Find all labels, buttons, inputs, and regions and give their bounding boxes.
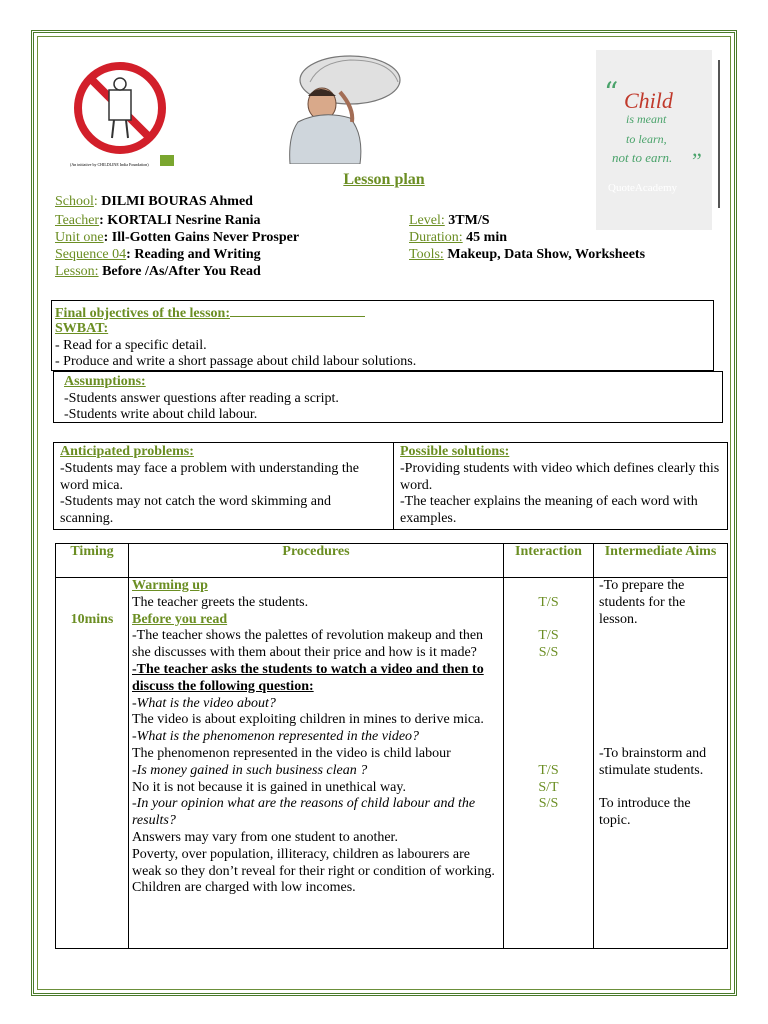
solutions-cell [394,443,728,530]
aim-1: -To prepare the students for the lesson. [599,578,686,627]
interaction-2: T/S [538,628,559,643]
problems-cell [54,443,394,530]
lesson-label: Lesson: [55,264,99,279]
solutions-heading: Possible solutions: [400,444,510,459]
header-timing: Timing [56,544,129,578]
quote-line-1: Child [624,88,673,113]
interaction-6: S/S [538,796,559,811]
interaction-1: T/S [538,595,559,610]
quote-line-3: to learn, [626,132,667,146]
header-interaction: Interaction [504,544,594,578]
procedures-cell [129,578,504,949]
teacher-value: KORTALI Nesrine Rania [107,213,261,228]
duration-value: 45 min [466,230,507,245]
header-procedures: Procedures [129,544,504,578]
teacher-label: Teacher [55,213,100,228]
logo-caption: (An initiative by CHILDLINE India Foundation) [70,162,149,167]
quote-card [596,50,712,230]
school-label: School [55,194,94,209]
solution-item-2: -The teacher explains the meaning of each word with examples. [400,494,698,527]
interaction-cell [504,578,594,949]
answer-4: Answers may vary from one student to another. [132,829,398,845]
timing-value: 10mins [70,612,114,627]
quote-close-mark-icon: ” [692,148,702,173]
interaction-4: T/S [538,763,559,778]
procedure-greets: The teacher greets the students. [132,594,309,610]
duration-row [409,229,507,246]
swbat-label: SWBAT: [55,321,109,336]
problems-heading: Anticipated problems: [60,444,194,459]
sequence-label: Sequence 04 [55,247,127,262]
problem-item-1: -Students may face a problem with understanding the word mica. [60,460,359,493]
objective-item-2: - Produce and write a short passage about child labour solutions. [55,354,417,369]
question-1: -What is the video about? [132,695,276,711]
unit-label: Unit one [55,230,104,245]
quote-line-4: not to earn. [612,150,673,165]
aims-cell [594,578,728,949]
problem-item-2: -Students may not catch the word skimming and scanning. [60,494,332,527]
sequence-value: Reading and Writing [134,247,261,262]
interaction-5: S/T [538,780,559,795]
say-no-to-child-labour-logo [62,50,182,175]
aim-3: To introduce the topic. [599,796,691,828]
answer-2: The phenomenon represented in the video is child labour [132,745,451,761]
question-4: -In your opinion what are the reasons of child labour and the results? [132,796,476,829]
duration-label: Duration: [409,230,463,245]
answer-1: The video is about exploiting children in mines to derive mica. [132,712,484,728]
question-3: -Is money gained in such business clean ? [132,762,368,778]
solution-item-1: -Providing students with video which defines clearly this word. [400,460,720,493]
tools-value: Makeup, Data Show, Worksheets [447,247,646,262]
page-title: Lesson plan [343,171,425,188]
procedure-ask-video: -The teacher asks the students to watch a video and then to discuss the following question: [132,661,484,694]
procedure-table [55,543,728,949]
child-carrying-sack-illustration [280,52,410,164]
sequence-row: Sequence 04: Reading and Writing [55,247,261,262]
unit-row: Unit one: Ill-Gotten Gains Never Prosper [55,230,300,245]
problems-solutions-table [53,442,728,530]
assumptions-box [53,371,723,423]
objectives-heading-text: Final objectives of the lesson: [55,306,230,321]
answer-4c: Children are charged with low incomes. [132,880,356,896]
assumptions-heading: Assumptions: [64,374,146,389]
timing-cell [56,578,129,949]
lesson-value: Before /As/After You Read [102,264,261,279]
warming-up-heading: Warming up [132,578,208,593]
teacher-row: Teacher: KORTALI Nesrine Rania [55,213,261,228]
level-value: 3TM/S [448,213,490,228]
school-row: School: DILMI BOURAS Ahmed [55,194,253,209]
tools-row [409,246,645,263]
procedure-palettes: -The teacher shows the palettes of revolution makeup and then she discusses with them about their price and how is it made? [132,628,484,661]
unit-value: Ill-Gotten Gains Never Prosper [111,230,300,245]
aim-2: -To brainstorm and stimulate students. [599,746,707,778]
assumption-item-2: -Students write about child labour. [64,407,258,422]
objectives-box [51,300,714,371]
school-value: DILMI BOURAS Ahmed [101,194,253,209]
quote-line-2: is meant [626,112,667,126]
answer-4b: Poverty, over population, illiteracy, children as labourers are weak so they don’t reveal for their right or condition of working. [132,846,495,879]
tools-label: Tools: [409,247,444,262]
question-2: -What is the phenomenon represented in the video? [132,729,420,745]
quote-source: QuoteAcademy [608,182,678,194]
level-label: Level: [409,213,445,228]
lesson-row [55,263,261,280]
objective-item-1: - Read for a specific detail. [55,338,207,353]
quote-mark-icon: “ [604,76,619,109]
level-row [409,212,490,229]
interaction-3: S/S [538,645,559,660]
before-read-heading: Before you read [132,611,228,627]
answer-3: No it is not because it is gained in unethical way. [132,779,406,795]
logo-arc-text [62,50,182,162]
header-intermediate-aims: Intermediate Aims [594,544,728,578]
assumption-item-1: -Students answer questions after reading a script. [64,391,339,406]
